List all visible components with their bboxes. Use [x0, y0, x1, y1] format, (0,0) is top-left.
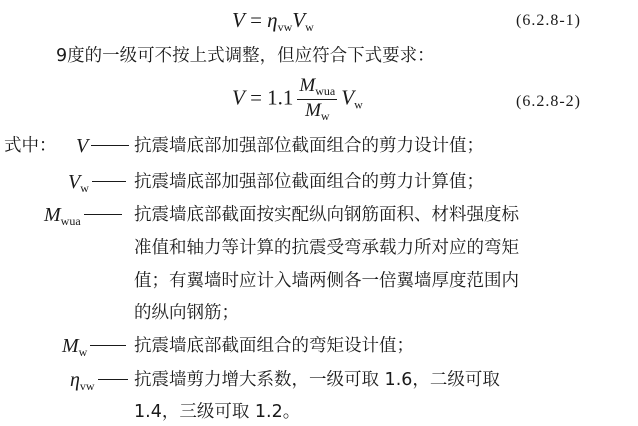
em-dash [92, 181, 126, 182]
definition-symbol-vw: $V_w$ [68, 172, 128, 194]
eq2-equals: = [244, 85, 268, 110]
definition-symbol-mwua: $M_{wua}$ [44, 205, 124, 227]
definition-text-v: 抗震墙底部加强部位截面组合的剪力设计值； [134, 136, 484, 156]
eq1-v: V [292, 8, 306, 32]
definition-text-mwua-line2: 准值和轴力等计算的抗震受弯承载力所对应的弯矩 [134, 238, 519, 258]
eq1-v-subscript: w [305, 20, 314, 34]
eq2-lhs: V [232, 85, 245, 110]
eq1-eta: η [267, 8, 278, 32]
eq1-eta-subscript: vw [277, 20, 293, 34]
equation-number-1: (6.2.8-1) [516, 12, 581, 29]
definitions-prefix: 式中： [4, 136, 57, 156]
definition-symbol-mw: $M_w$ [62, 336, 128, 358]
definition-text-vw: 抗震墙底部加强部位截面组合的剪力计算值； [134, 172, 484, 192]
equation-6-2-8-2 [232, 76, 363, 123]
definition-symbol-eta-vw: $\eta_{vw}$ [70, 370, 130, 392]
definition-text-mwua-line1: 抗震墙底部截面按实配纵向钢筋面积、材料强度标 [134, 205, 519, 225]
intro-text: 9度的一级可不按上式调整，但应符合下式要求： [56, 46, 435, 66]
definition-text-mwua-line4: 的纵向钢筋； [134, 303, 239, 323]
em-dash [90, 345, 126, 346]
em-dash [84, 214, 122, 215]
equation-number-2: (6.2.8-2) [516, 93, 581, 110]
eq2-numerator: $M_{wua}$ [299, 75, 336, 98]
definition-symbol-v: V [76, 136, 131, 158]
eq2-denominator: $M_w$ [305, 100, 330, 124]
definition-text-mwua-line3: 值；有翼墙时应计入墙两侧各一倍翼墙厚度范围内 [134, 271, 519, 291]
definition-text-eta-vw-line2: 1.4，三级可取 1.2。 [134, 402, 301, 422]
em-dash [91, 145, 129, 146]
eq2-coefficient: 1.1 [267, 85, 294, 110]
eq1-lhs: V [232, 8, 245, 32]
eq2-v-subscript: w [354, 97, 363, 112]
eq2-v: V [341, 85, 355, 110]
definition-text-eta-vw-line1: 抗震墙剪力增大系数，一级可取 1.6，二级可取 [134, 370, 500, 390]
definition-text-mw: 抗震墙底部截面组合的弯矩设计值； [134, 336, 414, 356]
eq2-fraction [297, 76, 337, 123]
equation-6-2-8-1 [232, 10, 314, 33]
em-dash [98, 379, 128, 380]
eq1-equals: = [244, 8, 268, 32]
